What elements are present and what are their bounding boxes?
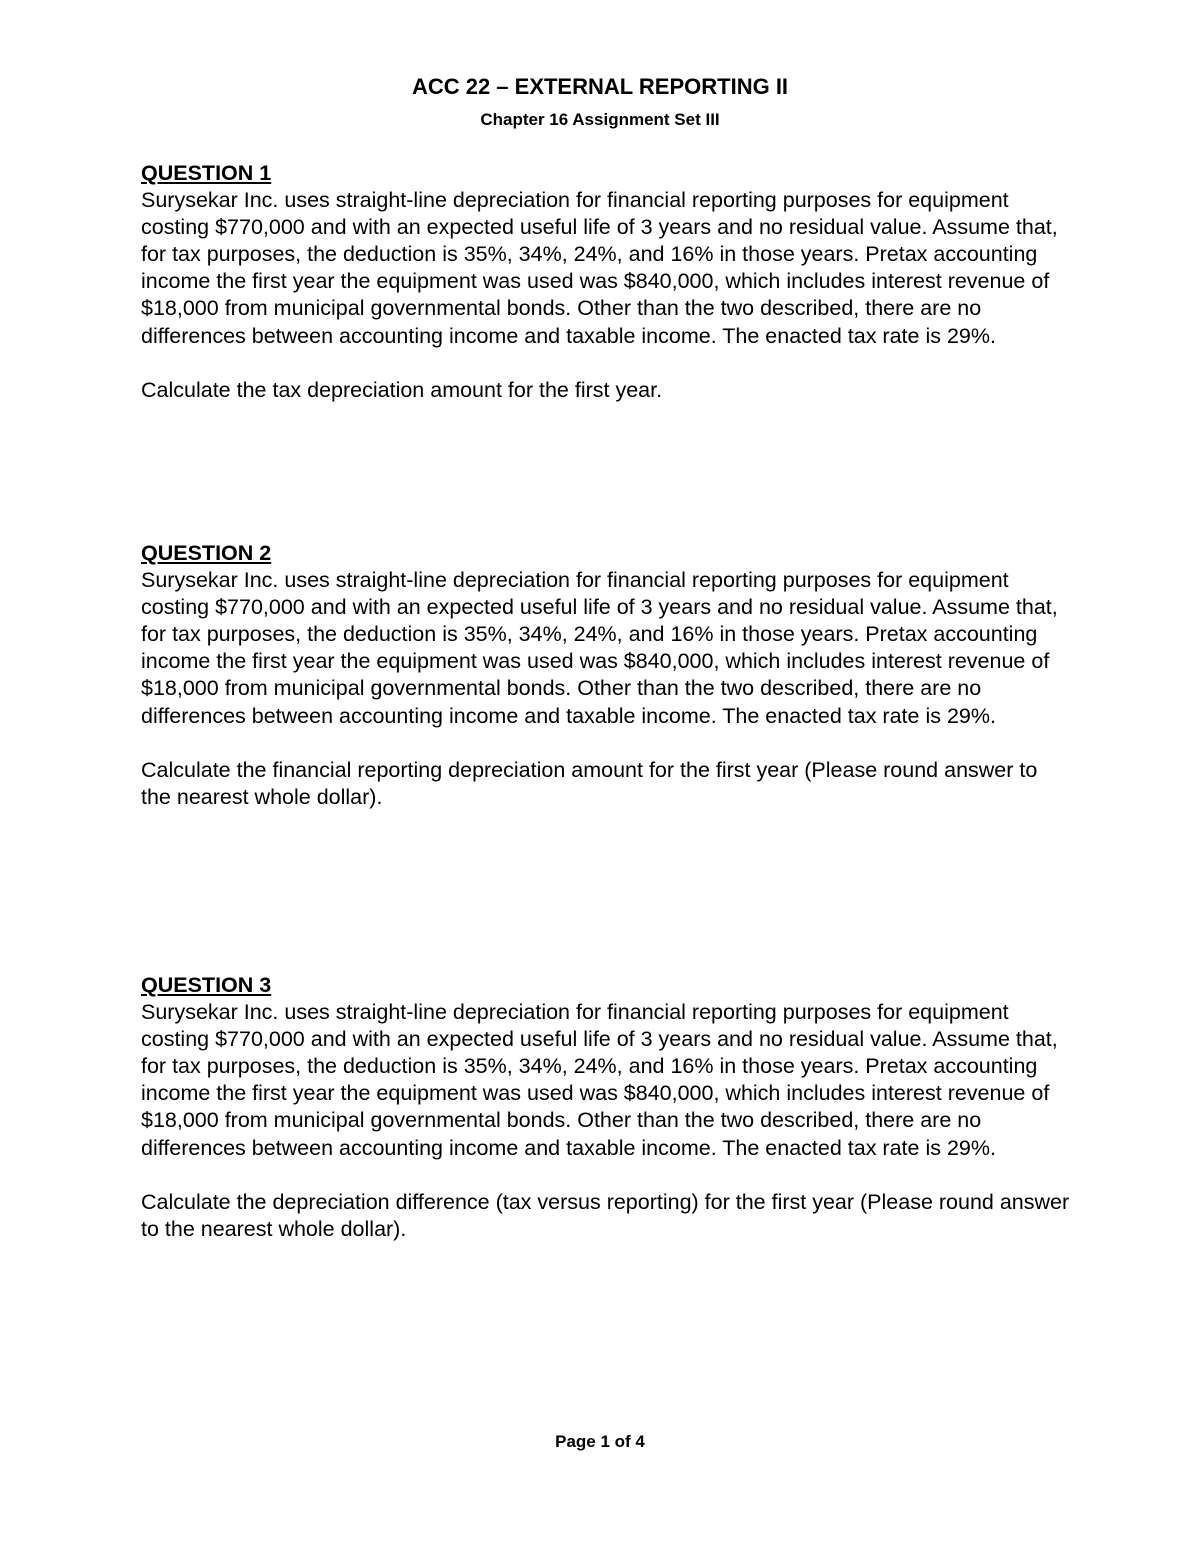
document-subtitle: Chapter 16 Assignment Set III	[480, 110, 720, 129]
question-1-prompt: Calculate the tax depreciation amount for the first year.	[141, 377, 663, 402]
question-2-prompt: Calculate the financial reporting depreciation amount for the first year (Please round answer to the nearest whole dollar).	[141, 757, 1038, 809]
document-title: ACC 22 – EXTERNAL REPORTING II	[411, 74, 789, 99]
page-number: Page 1 of 4	[555, 1432, 645, 1451]
question-3-heading: QUESTION 3	[141, 973, 272, 997]
question-3-body: Surysekar Inc. uses straight-line depreciation for financial reporting purposes for equipment costing $770,000 and with an expected useful life of 3 years and no residual value. Assume that, for tax purposes, the deduction is 35%, 34%, 24%, and 16% in those years. Pretax accounting income the first year the equipment was used was $840,000, which includes interest revenue of $18,000 from municipal governmental bonds. Other than the two described, there are no differences between accounting income and taxable income. The enacted tax rate is 29%.	[141, 1000, 1058, 1160]
question-2-heading: QUESTION 2	[141, 541, 272, 565]
question-2-body: Surysekar Inc. uses straight-line depreciation for financial reporting purposes for equipment costing $770,000 and with an expected useful life of 3 years and no residual value. Assume that, for tax purposes, the deduction is 35%, 34%, 24%, and 16% in those years. Pretax accounting income the first year the equipment was used was $840,000, which includes interest revenue of $18,000 from municipal governmental bonds. Other than the two described, there are no differences between accounting income and taxable income. The enacted tax rate is 29%.	[141, 568, 1058, 728]
question-2	[141, 540, 1071, 811]
question-1-body: Surysekar Inc. uses straight-line depreciation for financial reporting purposes for equipment costing $770,000 and with an expected useful life of 3 years and no residual value. Assume that, for tax purposes, the deduction is 35%, 34%, 24%, and 16% in those years. Pretax accounting income the first year the equipment was used was $840,000, which includes interest revenue of $18,000 from municipal governmental bonds. Other than the two described, there are no differences between accounting income and taxable income. The enacted tax rate is 29%.	[141, 188, 1058, 348]
question-1-heading: QUESTION 1	[141, 161, 272, 185]
question-3-prompt: Calculate the depreciation difference (tax versus reporting) for the first year (Please round answer to the nearest whole dollar).	[141, 1189, 1070, 1241]
question-1	[141, 160, 1071, 404]
question-3	[141, 972, 1071, 1243]
